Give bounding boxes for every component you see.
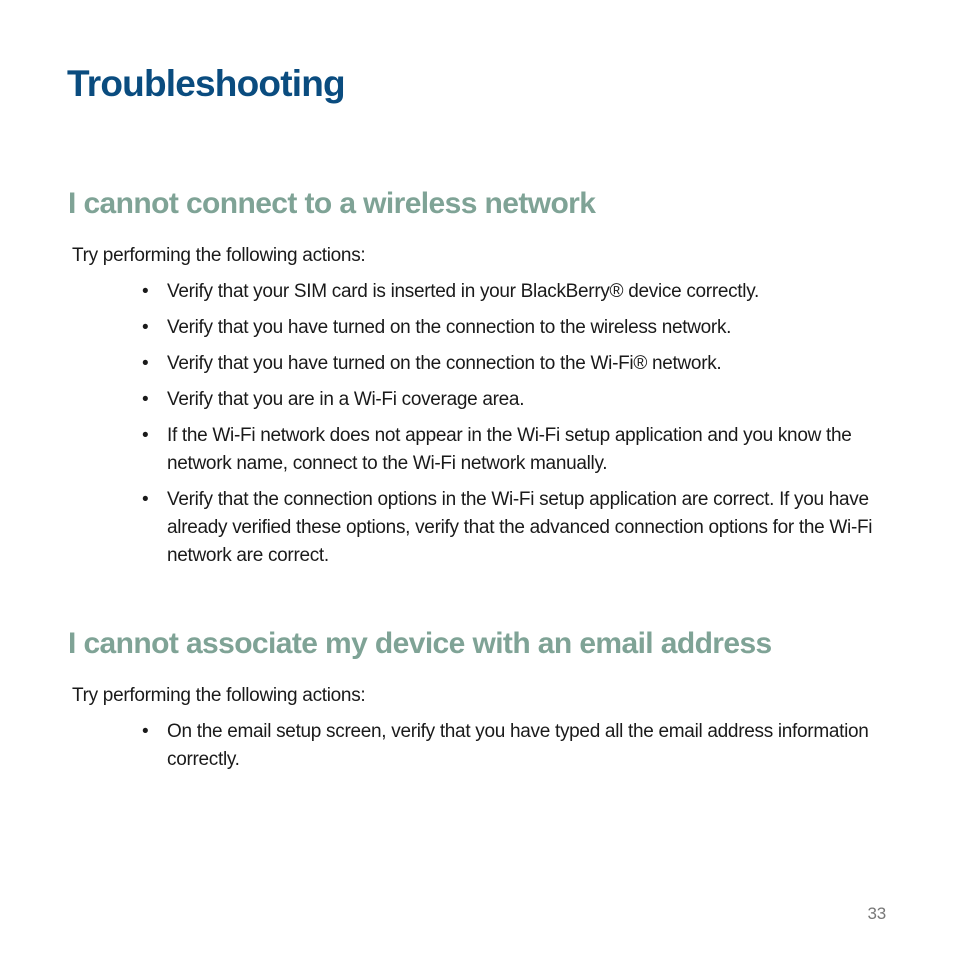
bullet-list — [0, 718, 954, 774]
page-title: Troubleshooting — [67, 63, 345, 104]
bullet-icon: • — [142, 389, 149, 410]
list-item-text: Verify that you have turned on the connection to the Wi-Fi® network. — [167, 353, 722, 374]
page-number: 33 — [867, 904, 886, 923]
list-item — [142, 386, 892, 414]
list-item — [142, 350, 892, 378]
bullet-icon: • — [142, 425, 149, 446]
list-item-text: On the email setup screen, verify that you have typed all the email address information correctly. — [167, 721, 869, 770]
list-item-text: Verify that you have turned on the connection to the wireless network. — [167, 317, 732, 338]
section-wireless-network — [0, 186, 954, 578]
section-heading: I cannot connect to a wireless network — [68, 187, 596, 220]
bullet-icon: • — [142, 317, 149, 338]
bullet-icon: • — [142, 489, 149, 510]
section-heading: I cannot associate my device with an email address — [68, 627, 772, 660]
list-item — [142, 422, 892, 478]
list-item — [142, 314, 892, 342]
section-email-address — [0, 626, 954, 782]
list-item-text: Verify that your SIM card is inserted in your BlackBerry® device correctly. — [167, 281, 759, 302]
bullet-icon: • — [142, 721, 149, 742]
intro-text: Try performing the following actions: — [72, 685, 366, 706]
bullet-list — [0, 278, 954, 570]
bullet-icon: • — [142, 281, 149, 302]
list-item — [142, 718, 892, 774]
list-item-text: Verify that the connection options in the Wi-Fi setup application are correct. If you have already verified these options, verify that the advanced connection options for the Wi-Fi network are correct. — [167, 489, 873, 566]
bullet-icon: • — [142, 353, 149, 374]
list-item-text: If the Wi-Fi network does not appear in the Wi-Fi setup application and you know the network name, connect to the Wi-Fi network manually. — [167, 425, 852, 474]
list-item — [142, 486, 892, 570]
intro-text: Try performing the following actions: — [72, 245, 366, 266]
list-item — [142, 278, 892, 306]
list-item-text: Verify that you are in a Wi-Fi coverage area. — [167, 389, 525, 410]
